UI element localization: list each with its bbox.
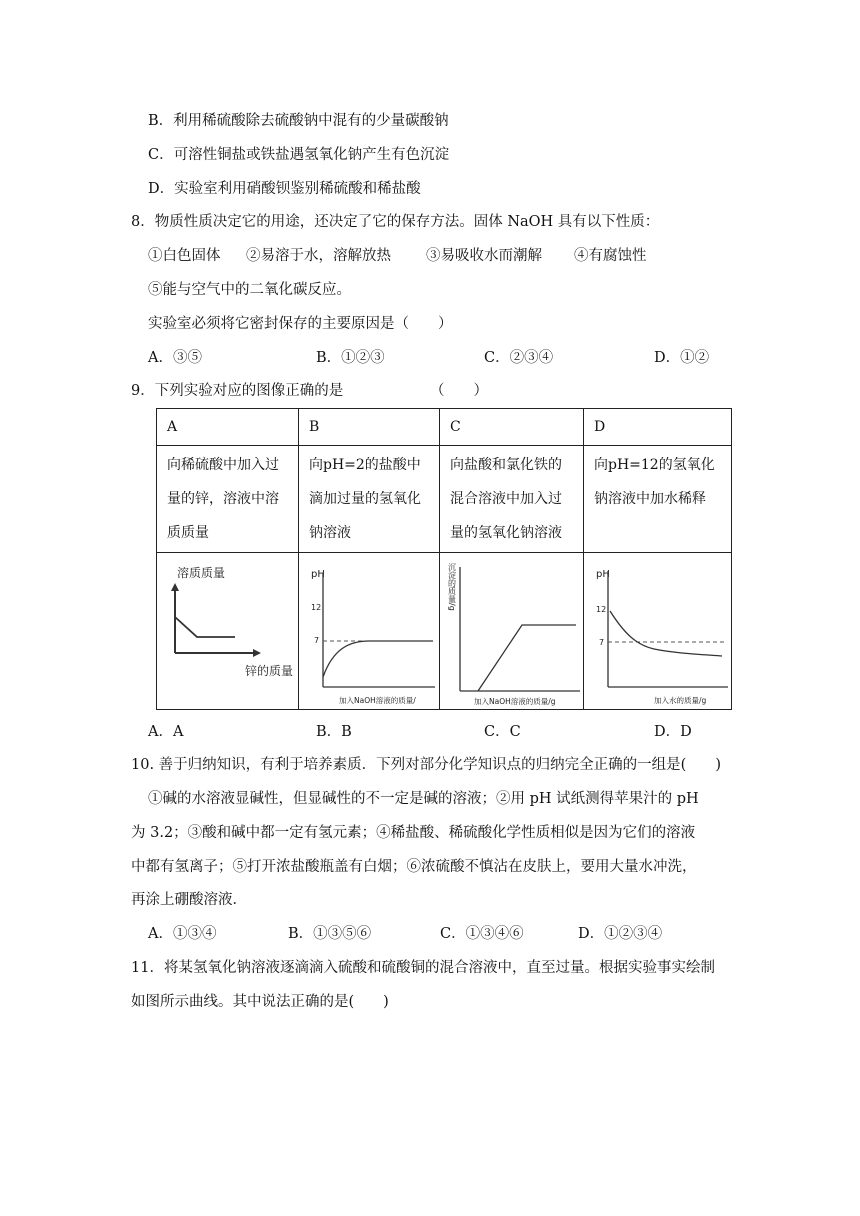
q9-option-c: C．C (484, 724, 521, 740)
graph-b-curve (323, 641, 433, 677)
graph-c-curve (478, 625, 576, 691)
q9-desc-a: 向稀硫酸中加入过量的锌，溶液中溶质质量 (157, 446, 299, 553)
q8-option-a: A．③⑤ (148, 350, 202, 366)
q10-line-2: 为 3.2；③酸和碱中都一定有氢元素；④稀盐酸、稀硫酸化学性质相似是因为它们的溶液 (131, 825, 696, 841)
q9-option-a: A．A (148, 724, 184, 740)
q10-line-1: ①碱的水溶液显碱性，但显碱性的不一定是碱的溶液；②用 pH 试纸测得苹果汁的 pH (148, 791, 699, 807)
q9-graph-d-cell (584, 553, 732, 710)
q7-option-d: D．实验室利用硝酸钡鉴别稀硫酸和稀盐酸 (148, 181, 421, 197)
q10-line-4: 再涂上硼酸溶液． (131, 892, 247, 908)
q7-option-b: B．利用稀硫酸除去硫酸钠中混有的少量碳酸钠 (148, 113, 449, 129)
q9-graph-c-cell (440, 553, 584, 710)
graph-b-xlabel: 加入NaOH溶液的质量/ (339, 696, 416, 705)
graph-a-ylabel: 溶质质量 (177, 566, 226, 580)
q9-desc-d: 向pH=12的氢氧化钠溶液中加水稀释 (584, 446, 732, 553)
graph-a-x-arrow (253, 649, 261, 657)
graph-d-curve (610, 611, 722, 656)
q9-header-b: B (299, 409, 440, 446)
graph-b-tick-7: 7 (314, 636, 320, 645)
q9-desc-b: 向pH=2的盐酸中滴加过量的氢氧化钠溶液 (299, 446, 440, 553)
q10-option-c: C．①③④⑥ (440, 926, 524, 942)
q8-stem: 8．物质性质决定它的用途，还决定了它的保存方法。固体 NaOH 具有以下性质： (131, 214, 660, 230)
q10-line-3: 中都有氢离子；⑤打开浓盐酸瓶盖有白烟；⑥浓硫酸不慎沾在皮肤上，要用大量水冲洗， (131, 859, 697, 875)
graph-d-ylabel: pH (596, 569, 610, 580)
graph-a-curve (175, 617, 235, 637)
q9-stem: 9．下列实验对应的图像正确的是 (131, 383, 344, 399)
q10-option-d: D．①②③④ (578, 926, 663, 942)
q9-header-d: D (584, 409, 732, 446)
graph-a-xlabel: 锌的质量 (245, 664, 294, 678)
q9-graph-a-cell (157, 553, 299, 710)
graph-d-tick-7: 7 (599, 638, 605, 647)
q9-graph-d (584, 553, 732, 709)
q9-graph-c (440, 553, 584, 709)
graph-c-xlabel: 加入NaOH溶液的质量/g (474, 697, 556, 706)
q8-option-d: D．①② (654, 350, 710, 366)
q7-option-c: C．可溶性铜盐或铁盐遇氢氧化钠产生有色沉淀 (148, 147, 450, 163)
q9-option-d: D．D (654, 724, 692, 740)
q8-prop-3: ③易吸收水而潮解 (426, 248, 542, 264)
q8-prop-1: ①白色固体 (148, 248, 221, 264)
graph-b-tick-12: 12 (311, 603, 322, 612)
q9-header-a: A (157, 409, 299, 446)
q9-graph-a (157, 553, 299, 709)
q9-graph-b-cell (299, 553, 440, 710)
q11-line-1: 11．将某氢氧化钠溶液逐滴滴入硫酸和硫酸铜的混合溶液中，直至过量。根据实验事实绘制 (131, 960, 715, 976)
graph-b-ylabel: pH (311, 569, 325, 580)
q9-header-c: C (440, 409, 584, 446)
graph-a-y-arrow (171, 583, 179, 591)
q8-question: 实验室必须将它密封保存的主要原因是（ ） (148, 316, 453, 332)
q8-prop-2: ②易溶于水，溶解放热 (246, 248, 391, 264)
q8-option-b: B．①②③ (316, 350, 385, 366)
q9-option-b: B．B (316, 724, 352, 740)
graph-c-ylabel: 沉淀的质量/g (447, 563, 457, 611)
graph-d-xlabel: 加入水的质量/g (654, 696, 707, 705)
q8-prop-4: ④有腐蚀性 (574, 248, 647, 264)
graph-d-tick-12: 12 (596, 605, 607, 614)
q11-line-2: 如图所示曲线。其中说法正确的是( ) (131, 994, 389, 1010)
q10-option-b: B．①③⑤⑥ (288, 926, 372, 942)
q9-answer-paren: （ ） (430, 383, 488, 399)
q10-option-a: A．①③④ (148, 926, 217, 942)
q9-graph-b (299, 553, 440, 709)
q9-table (156, 408, 732, 710)
q10-stem: 10. 善于归纳知识，有利于培养素质．下列对部分化学知识点的归纳完全正确的一组是( ) (131, 757, 721, 773)
q8-prop-5: ⑤能与空气中的二氧化碳反应。 (148, 282, 351, 298)
q8-option-c: C．②③④ (484, 350, 554, 366)
q9-desc-c: 向盐酸和氯化铁的混合溶液中加入过量的氢氧化钠溶液 (440, 446, 584, 553)
